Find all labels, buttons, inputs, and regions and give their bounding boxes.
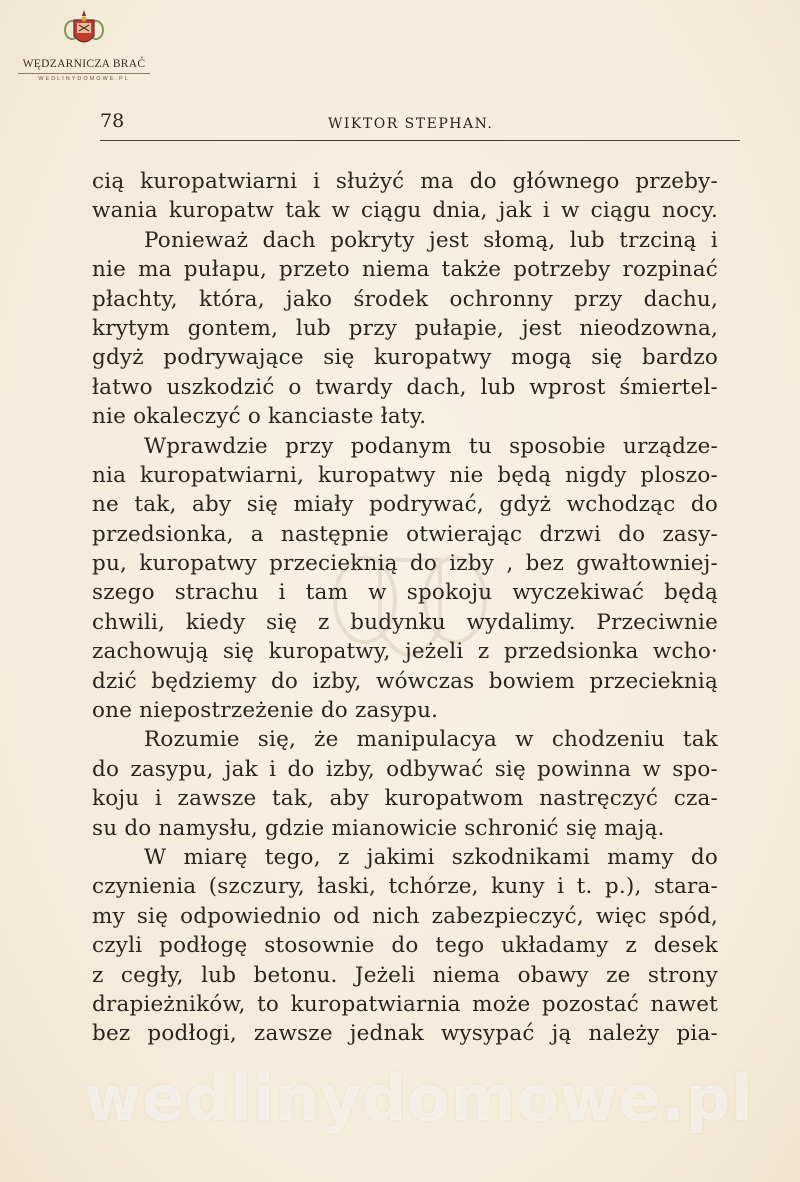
text-line: Rozumie się, że manipulacya w chodzeniu tak: [144, 727, 718, 753]
running-title: WIKTOR STEPHAN.: [328, 116, 494, 132]
watermark-url: WEDLINYDOMOWE.PL: [38, 76, 130, 82]
text-line: krytym gontem, lub przy pułapie, jest nieodzowna,: [92, 315, 718, 341]
watermark-logo: [18, 8, 150, 98]
text-line: su do namysłu, gdzie mianowicie schronić się mają.: [92, 815, 665, 841]
text-line: z cegły, lub betonu. Jeżeli niema obawy ze strony: [92, 962, 718, 988]
page-number: 78: [100, 110, 125, 132]
body-text: [92, 167, 718, 1049]
text-line: my się odpowiednio od nich zabezpieczyć, więc spód,: [92, 903, 718, 929]
watermark-divider: [18, 73, 150, 74]
text-line: nie ma pułapu, przeto niema także potrzeby rozpinać: [92, 257, 718, 283]
text-line: płachty, która, jako środek ochronny przy dachu,: [92, 286, 718, 312]
text-line: cią kuropatwiarni i służyć ma do głównego przeby-: [92, 169, 718, 194]
text-line: one niepostrzeżenie do zasypu.: [92, 698, 439, 724]
text-line: Ponieważ dach pokryty jest słomą, lub trzciną i: [144, 227, 718, 253]
text-line: wania kuropatw tak w ciągu dnia, jak i w ciągu nocy.: [92, 198, 718, 224]
text-line: do zasypu, jak i do izby, odbywać się powinna w spo-: [92, 756, 718, 782]
text-line: chwili, kiedy się z budynku wydalimy. Przeciwnie: [92, 609, 718, 635]
text-line: gdyż podrywające się kuropatwy mogą się bardzo: [92, 345, 718, 371]
text-line: drapieżników, to kuropatwiarnia może pozostać nawet: [92, 991, 718, 1017]
text-line: nia kuropatwiarni, kuropatwy nie będą nigdy ploszo-: [92, 462, 718, 488]
text-line: Wprawdzie przy podanym tu sposobie urządze-: [144, 433, 718, 459]
text-line: W miarę tego, z jakimi szkodnikami mamy do: [144, 844, 718, 870]
text-line: szego strachu i tam w spokoju wyczekiwać będą: [92, 580, 718, 606]
running-header: [100, 110, 740, 141]
text-line: zachowują się kuropatwy, jeżeli z przedsionka wcho·: [92, 639, 718, 665]
text-line: czynienia (szczury, łaski, tchórze, kuny i t. p.), stara-: [92, 874, 718, 900]
watermark-overlay-text: wedlinydomowe.pl: [84, 1062, 754, 1135]
text-line: nie okaleczyć o kanciaste łaty.: [92, 404, 427, 430]
text-line: koju i zawsze tak, aby kuropatwom nastręczyć cza-: [92, 786, 718, 812]
text-line: przedsionka, a następnie otwierając drzwi do zasy-: [92, 521, 718, 547]
text-line: czyli podłogę stosownie do tego układamy z desek: [92, 933, 718, 959]
text-line: łatwo uszkodzić o twardy dach, lub wprost śmiertel-: [92, 374, 718, 400]
watermark-brand: WĘDZARNICZA BRAĆ: [22, 58, 146, 70]
text-line: ne tak, aby się miały podrywać, gdyż wchodząc do: [92, 492, 718, 518]
text-line: bez podłogi, zawsze jednak wysypać ją należy pia-: [92, 1021, 718, 1047]
text-line: pu, kuropatwy przecieknią do izby , bez gwałtowniej-: [92, 551, 718, 577]
text-line: dzić będziemy do izby, wówczas bowiem przecieknią: [92, 668, 718, 694]
crest-icon: [62, 8, 106, 54]
